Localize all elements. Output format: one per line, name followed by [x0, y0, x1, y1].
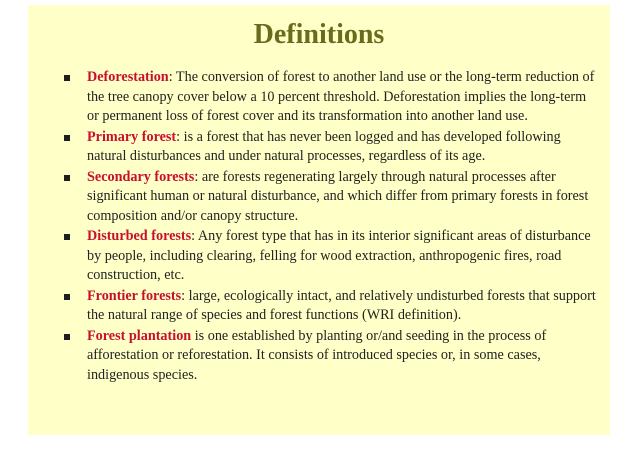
- definition-term: Deforestation: [87, 69, 169, 85]
- list-item: [28, 287, 610, 326]
- list-item: [28, 68, 610, 127]
- definition-text: : large, ecologically intact, and relatively undisturbed forests that support the natural range of species and forest functions (WRI definition).: [87, 287, 596, 323]
- square-bullet-icon: [64, 234, 70, 240]
- square-bullet-icon: [64, 135, 70, 141]
- list-item: [28, 327, 610, 386]
- definition-term: Primary forest: [87, 128, 177, 145]
- square-bullet-icon: [64, 175, 70, 181]
- definition-text: : is a forest that has never been logged and has developed following natural disturbances and under natural processes, regardless of its age.: [87, 128, 561, 164]
- square-bullet-icon: [64, 294, 70, 300]
- definition-text: is one established by planting or/and seeding in the process of afforestation or reforestation. It consists of introduced species or, in some cases, indigenous species.: [87, 327, 547, 383]
- definition-text: : The conversion of forest to another land use or the long-term reduction of the tree canopy cover below a 10 percent threshold. Deforestation implies the long-term or permanent loss of forest cover and its transformation into another land use.: [87, 69, 595, 124]
- slide: [28, 5, 610, 435]
- list-item: [28, 168, 610, 227]
- definition-term: Frontier forests: [87, 287, 182, 304]
- square-bullet-icon: [64, 334, 70, 340]
- definitions-list: [28, 68, 610, 386]
- square-bullet-icon: [64, 75, 70, 81]
- page-title: Definitions: [253, 19, 385, 50]
- definition-term: Forest plantation: [87, 327, 192, 344]
- definition-term: Secondary forests: [87, 168, 195, 185]
- list-item: [28, 128, 610, 167]
- definition-text: : are forests regenerating largely through natural processes after significant human or natural disturbance, and which differ from primary forests in forest composition and/or canopy structure.: [87, 168, 589, 224]
- definition-term: Disturbed forests: [87, 228, 192, 244]
- definition-text: : Any forest type that has in its interior significant areas of disturbance by people, including clearing, felling for wood extraction, anthropogenic fires, road construction, etc.: [87, 228, 591, 283]
- list-item: [28, 227, 610, 286]
